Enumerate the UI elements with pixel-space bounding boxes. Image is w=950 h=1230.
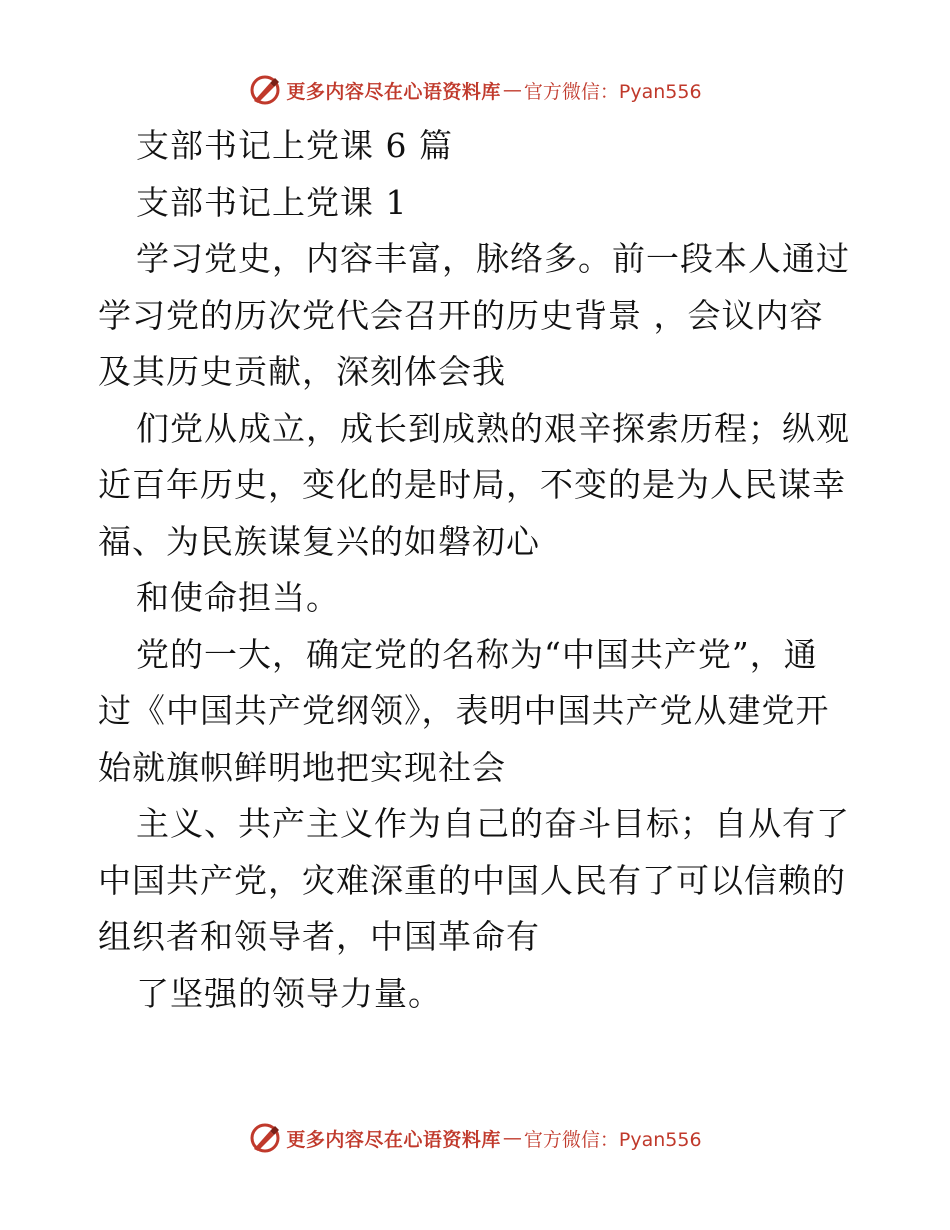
text-line: 学习党的历次党代会召开的历史背景 ，会议内容 [98, 295, 824, 335]
text-line: 中国共产党，灾难深重的中国人民有了可以信赖的 [98, 860, 846, 900]
text-line: 始就旗帜鲜明地把实现社会 [98, 747, 506, 787]
banner-separator: — [502, 1127, 522, 1149]
text-line: 们党从成立，成长到成熟的艰辛探索历程；纵观 [136, 408, 850, 448]
text-line: 及其历史贡献，深刻体会我 [98, 352, 506, 391]
pen-logo-icon [248, 73, 282, 107]
banner-title: 更多内容尽在心语资料库 [286, 1128, 501, 1151]
text-line: 支部书记上党课 1 [136, 182, 408, 222]
text-line: 和使命担当。 [136, 578, 340, 617]
banner-title: 更多内容尽在心语资料库 [286, 80, 501, 103]
text-line: 党的一大，确定党的名称为“中国共产党”，通 [136, 634, 818, 674]
text-line: 支部书记上党课 6 篇 [136, 126, 453, 165]
banner-contact: 官方微信：Pyan556 [523, 80, 702, 103]
text-line: 主义、共产主义作为自己的奋斗目标；自从有了 [136, 804, 850, 843]
banner-separator: — [502, 79, 522, 101]
document-body [98, 118, 858, 1022]
pen-logo-icon [248, 1121, 282, 1155]
banner-contact: 官方微信：Pyan556 [523, 1128, 702, 1151]
text-line: 过《中国共产党纲领》，表明中国共产党从建党开 [98, 691, 830, 730]
text-line: 福、为民族谋复兴的如磐初心 [98, 521, 540, 561]
text-line: 近百年历史，变化的是时局，不变的是为人民谋幸 [98, 465, 846, 504]
text-line: 了坚强的领导力量。 [136, 973, 442, 1013]
text-line: 学习党史，内容丰富，脉络多。前一段本人通过 [136, 239, 850, 278]
footer-banner [0, 1118, 950, 1158]
header-banner [0, 70, 950, 110]
text-line: 组织者和领导者，中国革命有 [98, 917, 540, 956]
